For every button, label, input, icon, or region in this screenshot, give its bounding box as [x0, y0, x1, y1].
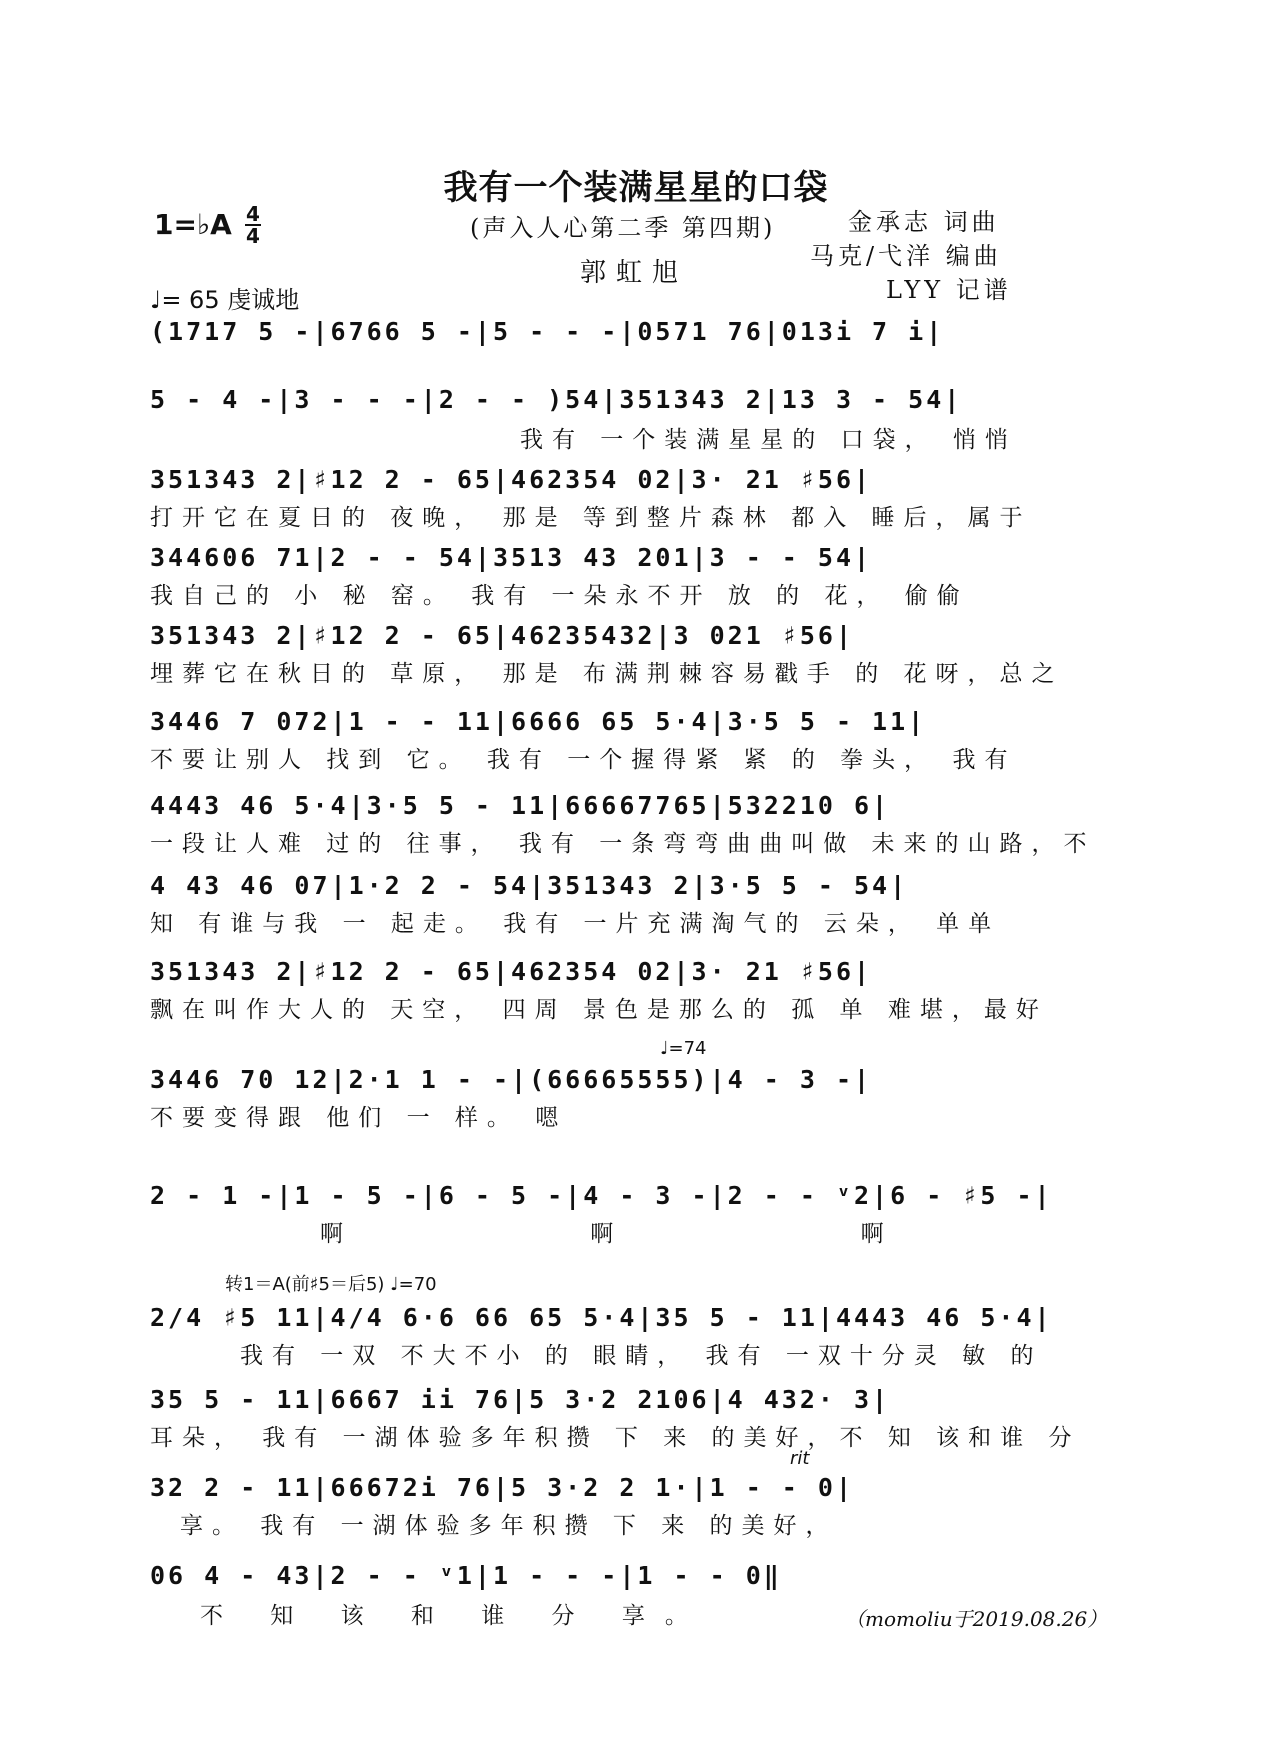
score-system-5 — [150, 616, 1120, 706]
lyrics-line: 啊 啊 啊 — [320, 1221, 1004, 1247]
credit-lyricist: 金承志 词曲 — [848, 208, 1000, 236]
score-system-3 — [150, 460, 1120, 550]
notes-line: 344606 71|2 - - 54|3513 43 201|3 - - 54| — [150, 543, 873, 572]
score-system-9 — [150, 952, 1120, 1042]
time-signature — [245, 204, 261, 246]
lyrics-line: 我自己的 小 秘 窑。 我有 一朵永不开 放 的 花， 偷偷 — [150, 583, 969, 609]
score-system-15 — [150, 1556, 1120, 1646]
score-system-6 — [150, 702, 1120, 792]
notes-line: 4443 46 5·4|3·5 5 - 11|66667765|532210 6| — [150, 791, 891, 820]
notes-line: 35 5 - 11|6667 ii 76|5 3·2 2106|4 432· 3| — [150, 1385, 891, 1414]
lyrics-line: 我有 一个装满星星的 口袋， 悄悄 — [520, 427, 1017, 453]
lyrics-line: 一段让人难 过的 往事， 我有 一条弯弯曲曲叫做 未来的山路，不 — [150, 831, 1096, 857]
lyrics-line: 不要变得跟 他们 一 样。 嗯 — [150, 1105, 568, 1131]
score-system-1 — [150, 312, 1120, 356]
score-system-7 — [150, 786, 1120, 876]
notes-line: 351343 2|♯12 2 - 65|462354 02|3· 21 ♯56| — [150, 957, 873, 986]
score-system-10 — [150, 1038, 1120, 1160]
tempo-marking: ♩= 65 虔诚地 — [150, 286, 300, 314]
lyrics-line: 知 有谁与我 一 起走。 我有 一片充满淘气的 云朵， 单单 — [150, 911, 1001, 937]
key-text: 1=♭A — [154, 208, 232, 241]
song-subtitle: (声入人心第二季 第四期) — [470, 214, 776, 242]
song-title: 我有一个装满星星的口袋 — [443, 168, 829, 208]
time-signature-top: 4 — [246, 202, 260, 226]
credit-arranger: 马克/弋洋 编曲 — [810, 242, 1002, 270]
time-signature-bottom: 4 — [246, 224, 260, 248]
lyrics-line: 埋葬它在秋日的 草原， 那是 布满荆棘容易戳手 的 花呀，总之 — [150, 661, 1064, 687]
notes-line: 3446 70 12|2·1 1 - -|(66665555)|4 - 3 -| — [150, 1065, 873, 1094]
notes-line: 06 4 - 43|2 - - ᵛ1|1 - - -|1 - - 0‖ — [150, 1561, 782, 1590]
lyrics-line: 不 知 该 和 谁 分 享。 — [200, 1603, 708, 1629]
transcriber-signature: （momoliu于2019.08.26） — [845, 1607, 1108, 1631]
lyrics-line: 我有 一双 不大不小 的 眼睛， 我有 一双十分灵 敏 的 — [240, 1343, 1043, 1369]
lyrics-line: 耳朵， 我有 一湖体验多年积攒 下 来 的美好，不 知 该和谁 分 — [150, 1425, 1081, 1451]
lyrics-line: 享。 我有 一湖体验多年积攒 下 来 的美好， — [180, 1513, 838, 1539]
score-system-14 — [150, 1448, 1120, 1558]
score-system-8 — [150, 866, 1120, 956]
score-system-13 — [150, 1380, 1120, 1470]
notes-line: 4 43 46 07|1·2 2 - 54|351343 2|3·5 5 - 54| — [150, 871, 909, 900]
key-signature — [154, 208, 232, 241]
tempo-change: ♩=74 — [660, 1038, 707, 1059]
lyrics-line: 不要让别人 找到 它。 我有 一个握得紧 紧 的 拳头， 我有 — [150, 747, 1017, 773]
key-change: 转1＝A(前♯5＝后5) ♩=70 — [225, 1274, 437, 1295]
notes-line: 32 2 - 11|66672i 76|5 3·2 2 1·|1 - - 0| — [150, 1473, 854, 1502]
notes-line: 351343 2|♯12 2 - 65|46235432|3 021 ♯56| — [150, 621, 854, 650]
lyrics-line: 打开它在夏日的 夜晚， 那是 等到整片森林 都入 睡后，属于 — [150, 505, 1032, 531]
score-system-12 — [150, 1274, 1120, 1390]
singer-name: 郭虹旭 — [580, 258, 689, 288]
score-system-4 — [150, 538, 1120, 628]
notes-line: 351343 2|♯12 2 - 65|462354 02|3· 21 ♯56| — [150, 465, 873, 494]
notes-line: 2 - 1 -|1 - 5 -|6 - 5 -|4 - 3 -|2 - - ᵛ2|6 - ♯5 -| — [150, 1181, 1053, 1210]
notes-line: 3446 7 072|1 - - 11|6666 65 5·4|3·5 5 - 11| — [150, 707, 927, 736]
score-system-2 — [150, 380, 1120, 470]
credit-transcriber: LYY 记谱 — [886, 276, 1012, 304]
notes-line: 2/4 ♯5 11|4/4 6·6 66 65 5·4|35 5 - 11|4443 46 5·4| — [150, 1303, 1053, 1332]
notes-line: 5 - 4 -|3 - - -|2 - - )54|351343 2|13 3 - 54| — [150, 385, 963, 414]
lyrics-line: 飘在叫作大人的 天空， 四周 景色是那么的 孤 单 难堪，最好 — [150, 997, 1048, 1023]
score-system-11 — [150, 1176, 1120, 1256]
notes-line: (1717 5 -|6766 5 -|5 - - -|0571 76|013i 7 i| — [150, 317, 945, 346]
rit-marking: rit — [790, 1448, 810, 1469]
